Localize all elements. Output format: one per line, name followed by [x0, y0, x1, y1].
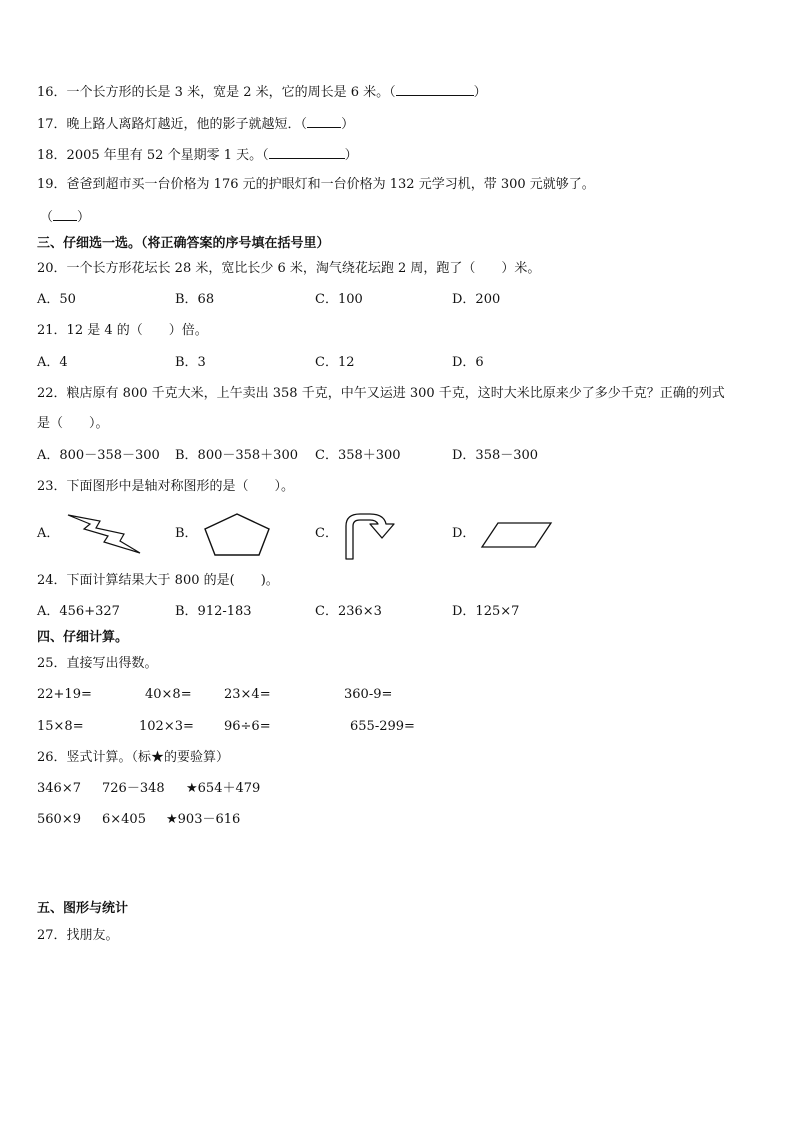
question-18: 18．2005 年里有 52 个星期零 1 天。（ ）	[37, 148, 358, 163]
section-4-heading: 四、仔细计算。	[37, 630, 129, 645]
option-b[interactable]: B．	[175, 526, 198, 541]
calc-item: 102×3=	[139, 719, 194, 734]
calc-item: 96÷6=	[224, 719, 271, 734]
question-19-text: 19．爸爸到超市买一台价格为 176 元的护眼灯和一台价格为 132 元学习机，带 300 元就够了。	[37, 177, 595, 192]
calc-item: 40×8=	[145, 687, 192, 702]
question-22-text-continued: 是（ ）。	[37, 416, 109, 431]
question-20-text: 20．一个长方形花坛长 28 米，宽比长少 6 米，淘气绕花坛跑 2 周，跑了（ ）米。	[37, 261, 541, 276]
option-c[interactable]: C．358＋300	[315, 448, 401, 463]
question-21-text: 21．12 是 4 的（ ）倍。	[37, 323, 208, 338]
question-16-text: 16．一个长方形的长是 3 米，宽是 2 米，它的周长是 6 米。	[37, 85, 390, 100]
question-18-text: 18．2005 年里有 52 个星期零 1 天。	[37, 148, 263, 163]
question-25-text: 25．直接写出得数。	[37, 656, 158, 671]
question-26-text: 26．竖式计算。（标★的要验算）	[37, 750, 230, 765]
option-d[interactable]: D．	[452, 526, 476, 541]
question-19	[37, 177, 595, 193]
option-c[interactable]: C．12	[315, 355, 355, 370]
question-24-text: 24．下面计算结果大于 800 的是( )。	[37, 573, 279, 588]
lightning-bolt-shape	[64, 512, 144, 556]
option-b[interactable]: B．68	[175, 292, 215, 307]
answer-blank[interactable]	[396, 83, 474, 96]
answer-blank[interactable]	[307, 115, 341, 128]
option-d[interactable]: D．6	[452, 355, 484, 370]
parallelogram-shape	[480, 520, 554, 550]
question-22-text: 22．粮店原有 800 千克大米，上午卖出 358 千克，中午又运进 300 千克，这时大米比原来少了多少千克？正确的列式	[37, 386, 725, 401]
calc-item: 560×9	[37, 812, 81, 827]
option-a[interactable]: A．50	[37, 292, 76, 307]
question-17-text: 17．晚上路人离路灯越近，他的影子就越短．	[37, 117, 301, 132]
calc-item: ★903－616	[166, 812, 241, 827]
section-5-heading: 五、图形与统计	[37, 901, 129, 916]
calc-item: 360-9=	[344, 687, 393, 702]
answer-blank[interactable]	[269, 146, 345, 159]
option-d[interactable]: D．200	[452, 292, 501, 307]
calc-item: ★654＋479	[186, 781, 261, 796]
option-c[interactable]: C．	[315, 526, 338, 541]
option-a[interactable]: A．456+327	[37, 604, 120, 619]
option-b[interactable]: B．3	[175, 355, 206, 370]
question-19-answer: （ ）	[40, 210, 91, 225]
pentagon-shape	[202, 512, 272, 558]
question-23-text: 23．下面图形中是轴对称图形的是（ ）。	[37, 479, 295, 494]
option-a[interactable]: A．800－358－300	[37, 448, 160, 463]
option-a[interactable]: A．4	[37, 355, 68, 370]
calc-item: 15×8=	[37, 719, 84, 734]
option-c[interactable]: C．100	[315, 292, 363, 307]
answer-blank[interactable]	[53, 208, 77, 221]
option-c[interactable]: C．236×3	[315, 604, 382, 619]
calc-item: 6×405	[102, 812, 146, 827]
question-27-text: 27．找朋友。	[37, 928, 119, 943]
question-16: 16．一个长方形的长是 3 米，宽是 2 米，它的周长是 6 米。（ ）	[37, 85, 487, 100]
option-b[interactable]: B．912-183	[175, 604, 252, 619]
option-b[interactable]: B．800－358＋300	[175, 448, 298, 463]
option-d[interactable]: D．358－300	[452, 448, 539, 463]
section-3-heading: 三、仔细选一选。（将正确答案的序号填在括号里）	[37, 236, 330, 251]
calc-item: 655-299=	[350, 719, 415, 734]
calc-item: 726－348	[102, 781, 165, 796]
option-a[interactable]: A．	[37, 526, 60, 541]
calc-item: 23×4=	[224, 687, 271, 702]
question-17: 17．晚上路人离路灯越近，他的影子就越短．（ ）	[37, 117, 355, 132]
option-d[interactable]: D．125×7	[452, 604, 520, 619]
calc-item: 346×7	[37, 781, 81, 796]
calc-item: 22+19=	[37, 687, 92, 702]
u-turn-arrow-shape	[340, 508, 402, 562]
